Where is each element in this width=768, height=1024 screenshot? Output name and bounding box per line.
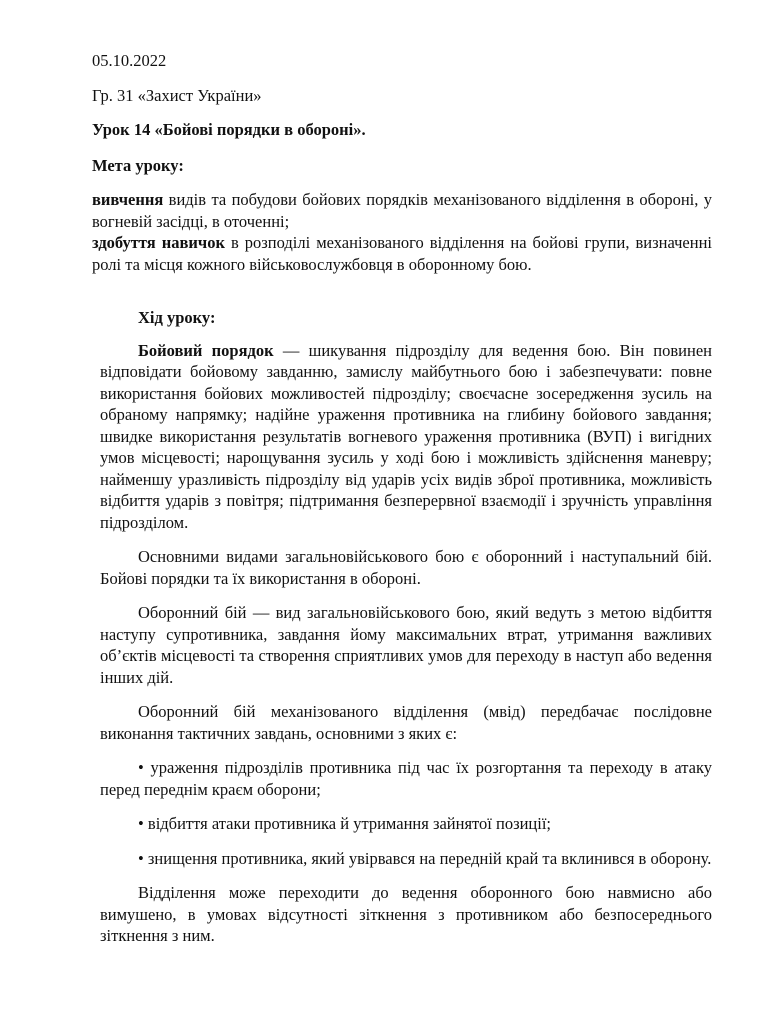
goal-item-study-text: видів та побудови бойових порядків механізованого відділення в обороні, у вогневій засідці, в оточенні; bbox=[92, 190, 712, 231]
goal-item-skills-text: в розподілі механізованого відділення на бойові групи, визначенні ролі та місця кожного військовослужбовця в оборонному бою. bbox=[92, 233, 712, 274]
term-battle-order: Бойовий порядок bbox=[138, 340, 274, 360]
goal-item-skills-bold: здобуття навичок bbox=[92, 233, 225, 252]
paragraph-defensive-battle: Оборонний бій — вид загальновійськового бою, який ведуть з метою відбиття наступу супротивника, завдання йому максимальних втрат, утримання важливих об’єктів місцевості та створення сприятливих умов для переходу в наступ або ведення інших дій. bbox=[100, 603, 712, 687]
goal-item-study-bold: вивчення bbox=[92, 190, 164, 209]
group-title: Гр. 31 «Захист України» bbox=[92, 85, 262, 105]
paragraph-battle-order-text: — шикування підрозділу для ведення бою. Він повинен відповідати бойовому завданню, замислу майбутнього бою і забезпечувати: повне використання бойових можливостей підрозділу; своєчасне зосередження зусиль на обраному напрямку; надійне ураження противника на глибину бойового завдання; швидке використання результатів вогневого ураження противника (ВУП) і вигідних умов місцевості; нарощування зусиль у ході бою і можливість здійснення маневру; найменшу уразливість підрозділу від ударів усіх видів зброї противника, можливість відбиття ударів з повітря; підтримання безперервної взаємодії і зручність управління підрозділом. bbox=[100, 340, 712, 532]
paragraph-squad-defense: Оборонний бій механізованого відділення (мвід) передбачає послідовне виконання тактичних завдань, основними з яких є: bbox=[100, 702, 712, 743]
document-date: 05.10.2022 bbox=[92, 51, 167, 70]
bullet-item: • знищення противника, який увірвався на передній край та вклинився в оборону. bbox=[138, 848, 712, 868]
lesson-title: Урок 14 «Бойові порядки в обороні». bbox=[92, 120, 366, 139]
course-heading: Хід уроку: bbox=[138, 308, 216, 327]
lesson-body bbox=[100, 307, 712, 947]
paragraph-transition: Відділення може переходити до ведення оборонного бою навмисно або вимушено, в умовах відсутності зіткнення з противником або безпосереднього зіткнення з ним. bbox=[100, 883, 712, 945]
paragraph-main-types: Основними видами загальновійськового бою є оборонний і наступальний бій. Бойові порядки та їх використання в обороні. bbox=[100, 547, 712, 588]
bullet-item: • ураження підрозділів противника під час їх розгортання та переходу в атаку перед переднім краєм оборони; bbox=[100, 758, 712, 799]
paragraph-battle-order bbox=[100, 340, 712, 534]
goal-item-study bbox=[92, 189, 712, 232]
goal-heading: Мета уроку: bbox=[92, 155, 184, 175]
bullet-item: • відбиття атаки противника й утримання зайнятої позиції; bbox=[138, 814, 552, 833]
goal-item-skills bbox=[92, 232, 712, 275]
